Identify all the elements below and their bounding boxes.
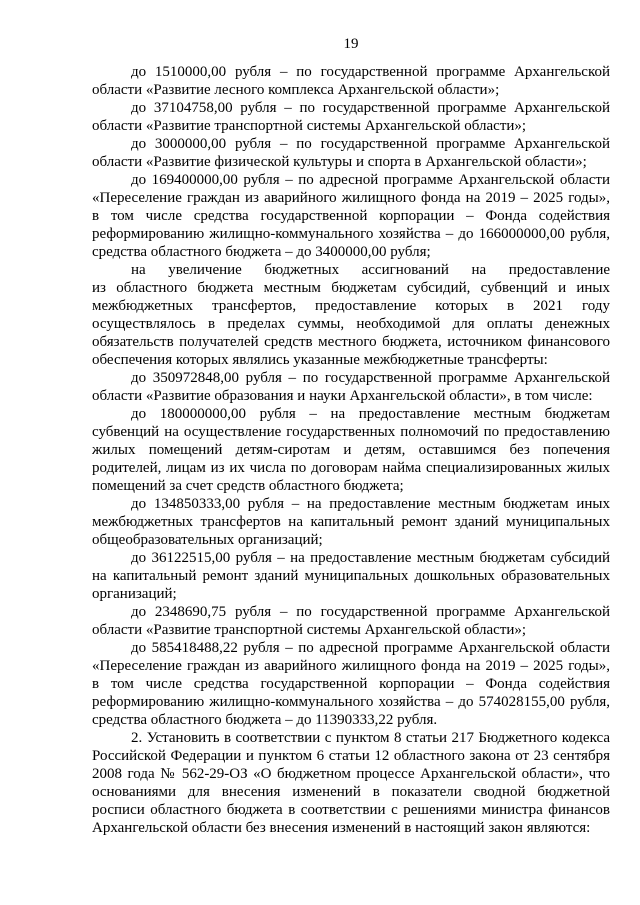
text-line: на увеличение бюджетных ассигнований на предоставление xyxy=(131,262,610,278)
text-line: межбюджетных трансфертов, предоставление которых в 2021 году xyxy=(92,298,610,314)
paragraph xyxy=(92,549,610,603)
paragraph xyxy=(92,369,610,405)
paragraph xyxy=(92,405,610,495)
text-line: области «Развитие транспортной системы Архангельской области»; xyxy=(92,118,527,134)
text-line: средства областного бюджета – до 3400000,00 рубля; xyxy=(92,244,431,260)
text-line: до 36122515,00 рубля – на предоставление местным бюджетам субсидий xyxy=(131,550,610,566)
text-line: Российской Федерации и пунктом 6 статьи 12 областного закона от 23 сентября xyxy=(92,748,610,764)
text-line: межбюджетных трансфертов на капитальный ремонт зданий муниципальных xyxy=(92,514,610,530)
text-line: обязательств получателей средств местного бюджета, источником финансового xyxy=(92,334,610,350)
text-line: до 1510000,00 рубля – по государственной программе Архангельской xyxy=(131,64,610,80)
text-line: области «Развитие физической культуры и спорта в Архангельской области»; xyxy=(92,154,587,170)
text-line: до 180000000,00 рубля – на предоставление местным бюджетам xyxy=(131,406,610,422)
text-line: до 585418488,22 рубля – по адресной программе Архангельской области xyxy=(131,640,610,656)
text-line: росписи областного бюджета в соответствии с решениями министра финансов xyxy=(92,802,610,818)
paragraph xyxy=(92,99,610,135)
text-line: до 350972848,00 рубля – по государственной программе Архангельской xyxy=(131,370,610,386)
text-line: Архангельской области без внесения изменений в настоящий закон являются: xyxy=(92,820,591,836)
page-number: 19 xyxy=(343,36,359,52)
paragraph xyxy=(92,135,610,171)
text-line: до 2348690,75 рубля – по государственной программе Архангельской xyxy=(131,604,610,620)
text-line: основаниями для внесения изменений в показатели сводной бюджетной xyxy=(92,784,610,800)
text-line: организаций; xyxy=(92,586,177,602)
text-line: области «Развитие транспортной системы Архангельской области»; xyxy=(92,622,527,638)
text-line: области «Развитие образования и науки Архангельской области», в том числе: xyxy=(92,388,593,404)
text-line: помещений за счет средств областного бюджета; xyxy=(92,478,404,494)
paragraph xyxy=(92,261,610,369)
paragraph xyxy=(92,171,610,261)
text-line: общеобразовательных организаций; xyxy=(92,532,323,548)
paragraph xyxy=(92,639,610,729)
text-line: до 37104758,00 рубля – по государственной программе Архангельской xyxy=(131,100,610,116)
text-line: «Переселение граждан из аварийного жилищного фонда на 2019 – 2025 годы», xyxy=(92,658,610,674)
document-body xyxy=(92,63,610,837)
text-line: до 3000000,00 рубля – по государственной программе Архангельской xyxy=(131,136,610,152)
text-line: в том числе средства государственной корпорации – Фонда содействия xyxy=(92,676,610,692)
paragraph xyxy=(92,603,610,639)
text-line: жилых помещений детям-сиротам и детям, оставшимся без попечения xyxy=(92,442,610,458)
text-line: на капитальный ремонт зданий муниципальных дошкольных образовательных xyxy=(92,568,610,584)
text-line: до 169400000,00 рубля – по адресной программе Архангельской области xyxy=(131,172,610,188)
text-line: родителей, лицам из их числа по договорам найма специализированных жилых xyxy=(92,460,610,476)
text-line: «Переселение граждан из аварийного жилищного фонда на 2019 – 2025 годы», xyxy=(92,190,610,206)
text-line: реформированию жилищно-коммунального хозяйства – до 166000000,00 рубля, xyxy=(92,226,610,242)
text-line: области «Развитие лесного комплекса Архангельской области»; xyxy=(92,82,500,98)
paragraph xyxy=(92,729,610,837)
text-line: реформированию жилищно-коммунального хозяйства – до 574028155,00 рубля, xyxy=(92,694,610,710)
text-line: из областного бюджета местным бюджетам субсидий, субвенций и иных xyxy=(92,280,610,296)
text-line: в том числе средства государственной корпорации – Фонда содействия xyxy=(92,208,610,224)
text-line: 2. Установить в соответствии с пунктом 8 статьи 217 Бюджетного кодекса xyxy=(131,730,610,746)
text-line: осуществлялось в пределах суммы, необходимой для оплаты денежных xyxy=(92,316,610,332)
text-line: субвенций на осуществление государственных полномочий по предоставлению xyxy=(92,424,610,440)
text-line: средства областного бюджета – до 11390333,22 рубля. xyxy=(92,712,438,728)
text-line: 2008 года № 562-29-ОЗ «О бюджетном процессе Архангельской области», что xyxy=(92,766,610,782)
paragraph xyxy=(92,495,610,549)
text-line: до 134850333,00 рубля – на предоставление местным бюджетам иных xyxy=(131,496,610,512)
text-line: обеспечения которых являлись указанные межбюджетные трансферты: xyxy=(92,352,548,368)
paragraph xyxy=(92,63,610,99)
